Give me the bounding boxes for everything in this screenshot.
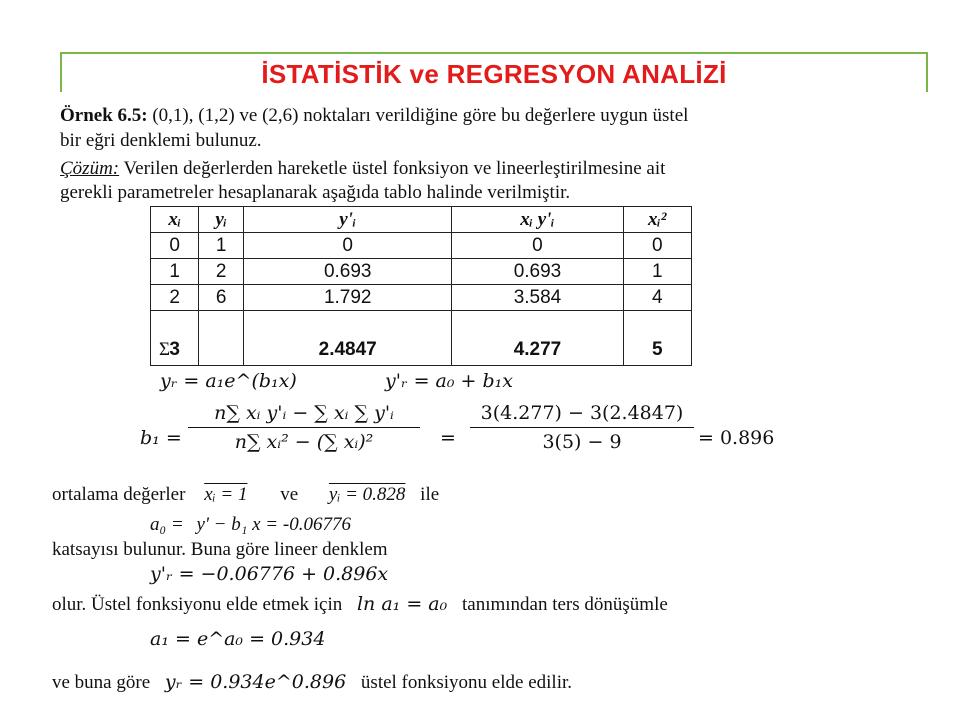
b1-numerator: n∑ xᵢ y'ᵢ − ∑ xᵢ ∑ y'ᵢ: [188, 402, 420, 428]
a0-lhs: a₀ =: [150, 514, 184, 535]
header-yi: yᵢ: [199, 207, 244, 233]
table-cell: 1.792: [244, 285, 452, 311]
calculation-table: [150, 206, 692, 366]
linear-equation: y'ᵣ = −0.06776 + 0.896x: [150, 563, 389, 585]
sum-cell-yprime: 2.4847: [244, 311, 452, 366]
means-connector: ve: [280, 484, 299, 505]
a0-rhs: y' − b₁ x = -0.06776: [196, 514, 351, 535]
exp-after: tanımından ters dönüşümle: [461, 594, 668, 615]
exp-conversion-line: [52, 593, 668, 616]
table-cell: 3.584: [452, 285, 623, 311]
table-cell: 0: [244, 233, 452, 259]
b1-substitution-fraction: [470, 402, 694, 453]
example-line-1: [60, 105, 688, 127]
solution-label: Çözüm:: [60, 158, 120, 179]
b1-subst-denominator: 3(5) − 9: [542, 431, 622, 453]
y-mean: yᵢ = 0.828: [328, 484, 406, 505]
final-after: üstel fonksiyonu elde edilir.: [360, 672, 572, 693]
sum-cell-xy: 4.277: [452, 311, 623, 366]
exponential-model: yᵣ = a₁e^(b₁x): [160, 370, 297, 392]
linearized-model: y'ᵣ = a₀ + b₁x: [385, 370, 513, 392]
table-cell: 2: [151, 285, 199, 311]
linear-intro-text: katsayısı bulunur. Buna göre lineer denklem: [52, 539, 388, 560]
b1-equals: =: [440, 427, 456, 449]
sigma-symbol: Σ: [159, 339, 171, 360]
table-cell: 4: [623, 285, 691, 311]
header-xi: xᵢ: [151, 207, 199, 233]
example-text-1: (0,1), (1,2) ve (2,6) noktaları verildiğine göre bu değerlere uygun üstel: [152, 105, 689, 126]
sum-cell-y: [199, 311, 244, 366]
table-cell: 0: [151, 233, 199, 259]
table-cell: 6: [199, 285, 244, 311]
exp-before: olur. Üstel fonksiyonu elde etmek için: [52, 594, 343, 615]
b1-subst-numerator: 3(4.277) − 3(2.4847): [470, 402, 694, 428]
b1-formula-fraction: [188, 402, 420, 453]
table-header-row: [151, 207, 692, 233]
header-xi-squared: xᵢ²: [623, 207, 691, 233]
a0-equation: [150, 514, 351, 536]
sum-x-value: 3: [169, 339, 180, 360]
final-line: [52, 671, 572, 694]
means-prefix: ortalama değerler: [52, 484, 186, 505]
example-label: Örnek 6.5:: [60, 105, 148, 126]
table-cell: 0: [452, 233, 623, 259]
table-cell: 1: [623, 259, 691, 285]
table-cell: 1: [199, 233, 244, 259]
b1-label: b₁ =: [140, 427, 182, 449]
table-sum-row: [151, 311, 692, 366]
sum-cell-x2: 5: [623, 311, 691, 366]
b1-denominator: n∑ xᵢ² − (∑ xᵢ)²: [234, 431, 374, 453]
a1-equation: a₁ = e^a₀ = 0.934: [150, 628, 326, 650]
table-cell: 2: [199, 259, 244, 285]
table-cell: 0.693: [452, 259, 623, 285]
solution-text-1: Verilen değerlerden hareketle üstel fonksiyon ve lineerleştirilmesine ait: [123, 158, 666, 179]
example-text-2: bir eğri denklemi bulunuz.: [60, 130, 262, 151]
slide-title-box: [60, 52, 928, 92]
table-row: [151, 285, 692, 311]
x-mean: xᵢ = 1: [204, 484, 248, 505]
solution-text-2: gerekli parametreler hesaplanarak aşağıda tablo halinde verilmiştir.: [60, 182, 571, 203]
means-suffix: ile: [420, 484, 440, 505]
solution-line-1: [60, 158, 665, 180]
header-xi-yprime: xᵢ y'ᵢ: [452, 207, 623, 233]
table-cell: 0: [623, 233, 691, 259]
final-before: ve buna göre: [52, 672, 151, 693]
table-cell: 0.693: [244, 259, 452, 285]
table-cell: 1: [151, 259, 199, 285]
table-row: [151, 233, 692, 259]
slide-title: İSTATİSTİK ve REGRESYON ANALİZİ: [261, 59, 727, 89]
means-line: [52, 484, 439, 506]
final-equation: yᵣ = 0.934e^0.896: [164, 671, 347, 693]
b1-result: = 0.896: [698, 427, 775, 449]
header-yprime: y'ᵢ: [244, 207, 452, 233]
sum-cell-x: [151, 311, 199, 366]
ln-relation: ln a₁ = a₀: [356, 593, 448, 615]
table-row: [151, 259, 692, 285]
